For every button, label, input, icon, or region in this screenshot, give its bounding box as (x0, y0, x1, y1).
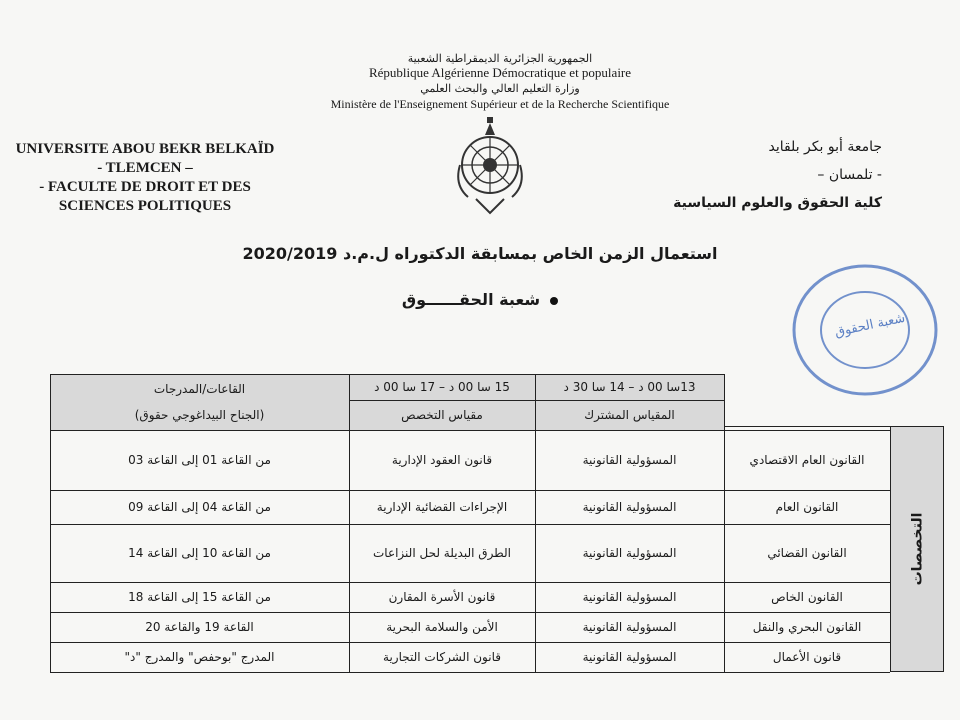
page-subtitle: شعبة الحقــــــوق (360, 290, 600, 309)
table-cell-common: المسؤولية القانونية (582, 500, 677, 514)
table-cell-subject: الأمن والسلامة البحرية (386, 620, 498, 634)
table-cell-specialty: القانون القضائي (767, 546, 847, 560)
header-spec-time: 15 سا 00 د – 17 سا 00 د (374, 380, 510, 394)
table-cell-halls: القاعة 19 والقاعة 20 (145, 620, 254, 634)
table-cell-common: المسؤولية القانونية (582, 590, 677, 604)
university-name-fr: UNIVERSITE ABOU BEKR BELKAÏD - TLEMCEN – - FACULTE DE DROIT ET DES SCIENCES POLITIQUES (15, 141, 275, 214)
header-fr-ministry: Ministère de l'Enseignement Supérieur et de la Recherche Scientifique (330, 97, 670, 111)
table-cell-subject: قانون الشركات التجارية (383, 650, 501, 664)
table-cell-specialty: القانون الخاص (771, 590, 843, 604)
university-emblem (452, 115, 528, 215)
table-cell-specialty: القانون العام (775, 500, 839, 514)
table-cell-subject: قانون العقود الإدارية (391, 453, 493, 467)
table-cell-halls: من القاعة 04 إلى القاعة 09 (128, 500, 271, 514)
table-cell-common: المسؤولية القانونية (582, 620, 677, 634)
header-halls-title: القاعات/المدرجات (153, 382, 246, 396)
table-cell-specialty: القانون العام الاقتصادي (749, 453, 865, 467)
table-cell-halls: المدرج "بوحفص" والمدرج "د" (124, 650, 275, 664)
header-ar-ministry: وزارة التعليم العالي والبحث العلمي (420, 82, 580, 95)
header-spec-label: مقياس التخصص (401, 408, 483, 422)
table-cell-halls: من القاعة 01 إلى القاعة 03 (128, 453, 271, 467)
table-cell-subject: قانون الأسرة المقارن (388, 590, 496, 604)
header-fr-republic: République Algérienne Démocratique et populaire (368, 65, 632, 80)
table-cell-halls: من القاعة 10 إلى القاعة 14 (128, 546, 271, 560)
table-cell-common: المسؤولية القانونية (582, 453, 677, 467)
table-cell-subject: الإجراءات القضائية الإدارية (376, 500, 508, 514)
table-cell-specialty: قانون الأعمال (772, 650, 842, 664)
table-cell-subject: الطرق البديلة لحل النزاعات (372, 546, 512, 560)
specialties-side-label: التخصصات (890, 426, 944, 672)
table-cell-common: المسؤولية القانونية (582, 546, 677, 560)
stamp-center-text: شعبة الحقوق (833, 310, 907, 341)
bullet-icon (550, 297, 558, 305)
header-common-label: المقياس المشترك (584, 408, 675, 422)
table-cell-specialty: القانون البحري والنقل (752, 620, 862, 634)
header-common-time: 13سا 00 د – 14 سا 30 د (563, 380, 696, 394)
table-cell-common: المسؤولية القانونية (582, 650, 677, 664)
university-name-ar: جامعة أبو بكر بلقايد - تلمسان – كلية الحقوق والعلوم السياسية (673, 139, 882, 211)
table-cell-halls: من القاعة 15 إلى القاعة 18 (128, 590, 271, 604)
header-halls-sub: (الجناح البيداغوجي حقوق) (134, 408, 265, 422)
header-ar-republic: الجمهورية الجزائرية الديمقراطية الشعبية (407, 52, 593, 65)
page-title: استعمال الزمن الخاص بمسابقة الدكتوراه ل.م.د 2020/2019 (242, 244, 718, 263)
